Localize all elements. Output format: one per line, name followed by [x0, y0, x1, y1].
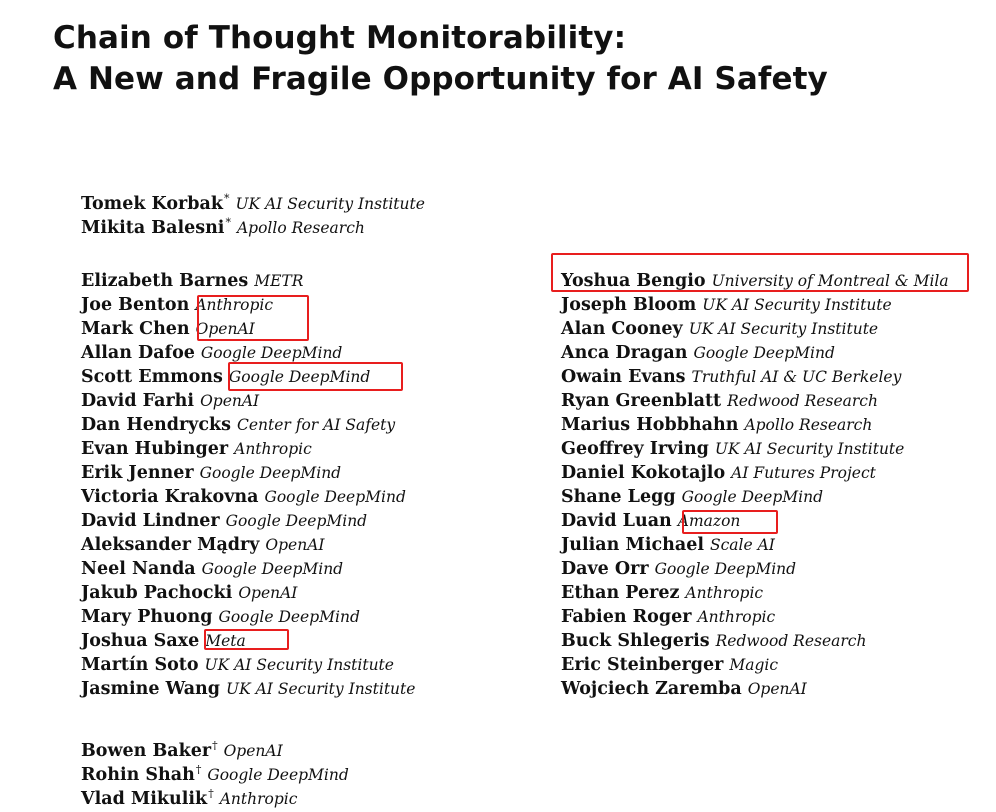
- author-affiliation: UK AI Security Institute: [204, 656, 394, 674]
- author-entry: [561, 653, 949, 677]
- author-entry: [561, 533, 949, 557]
- author-entry: [81, 782, 349, 809]
- author-entry: [561, 341, 949, 365]
- author-affiliation: Meta: [205, 632, 246, 650]
- author-name: Ethan Perez: [561, 583, 680, 603]
- author-name: Marius Hobbhahn: [561, 415, 739, 435]
- author-affiliation: Anthropic: [219, 790, 298, 808]
- author-name: Ryan Greenblatt: [561, 391, 722, 411]
- author-affiliation: Apollo Research: [236, 219, 365, 237]
- author-affiliation: UK AI Security Institute: [235, 195, 425, 213]
- author-name: Bowen Baker: [81, 741, 212, 761]
- author-name: Scott Emmons: [81, 367, 223, 387]
- author-entry: [561, 365, 949, 389]
- author-name: Joe Benton: [81, 295, 190, 315]
- paper-title: [53, 18, 828, 100]
- lead-authors-list: [81, 187, 425, 238]
- author-name: Jakub Pachocki: [81, 583, 233, 603]
- author-entry: [561, 269, 949, 293]
- author-name: David Farhi: [81, 391, 195, 411]
- author-affiliation: Apollo Research: [744, 416, 873, 434]
- author-affiliation: UK AI Security Institute: [714, 440, 905, 458]
- author-name: Fabien Roger: [561, 607, 692, 627]
- author-entry: [81, 389, 415, 413]
- author-entry: [81, 605, 415, 629]
- author-entry: [81, 533, 415, 557]
- author-affiliation: Anthropic: [685, 584, 764, 602]
- author-mark: *: [225, 216, 231, 229]
- author-entry: [81, 677, 415, 701]
- author-name: Mary Phuong: [81, 607, 213, 627]
- author-affiliation: Google DeepMind: [199, 464, 342, 482]
- author-name: Martín Soto: [81, 655, 199, 675]
- author-entry: [81, 758, 349, 785]
- author-affiliation: Truthful AI & UC Berkeley: [691, 368, 902, 386]
- author-affiliation: AI Futures Project: [731, 464, 876, 482]
- authors-left-list: [81, 269, 415, 701]
- author-affiliation: Google DeepMind: [218, 608, 360, 626]
- author-name: Allan Dafoe: [81, 343, 195, 363]
- author-entry: [81, 581, 415, 605]
- author-entry: [81, 413, 415, 437]
- author-entry: [81, 461, 415, 485]
- author-entry: [561, 557, 949, 581]
- author-affiliation: UK AI Security Institute: [226, 680, 416, 698]
- author-affiliation: Magic: [729, 656, 779, 674]
- author-affiliation: Redwood Research: [715, 632, 867, 650]
- author-entry: [561, 437, 949, 461]
- author-name: Shane Legg: [561, 487, 676, 507]
- author-entry: [81, 211, 425, 238]
- author-entry: [561, 317, 949, 341]
- author-entry: [561, 485, 949, 509]
- author-affiliation: Google DeepMind: [228, 368, 371, 386]
- author-affiliation: OpenAI: [747, 680, 807, 698]
- author-name: David Luan: [561, 511, 672, 531]
- author-entry: [81, 629, 415, 653]
- author-name: Anca Dragan: [561, 343, 688, 363]
- author-entry: [81, 187, 425, 214]
- author-name: Joseph Bloom: [561, 295, 697, 315]
- author-entry: [561, 605, 949, 629]
- author-affiliation: OpenAI: [265, 536, 325, 554]
- author-name: Yoshua Bengio: [561, 271, 706, 291]
- author-entry: [81, 365, 415, 389]
- author-affiliation: Google DeepMind: [200, 344, 343, 362]
- author-entry: [81, 734, 349, 761]
- author-affiliation: Google DeepMind: [201, 560, 344, 578]
- author-name: Vlad Mikulik: [81, 789, 208, 809]
- author-mark: †: [208, 787, 214, 800]
- author-entry: [81, 341, 415, 365]
- author-entry: [81, 437, 415, 461]
- author-entry: [561, 293, 949, 317]
- author-entry: [561, 509, 949, 533]
- title-line-1: Chain of Thought Monitorability:: [53, 20, 627, 56]
- author-name: Elizabeth Barnes: [81, 271, 249, 291]
- author-affiliation: University of Montreal & Mila: [711, 272, 949, 290]
- author-entry: [81, 485, 415, 509]
- author-affiliation: OpenAI: [195, 320, 255, 338]
- author-mark: *: [223, 192, 230, 205]
- author-name: Eric Steinberger: [561, 655, 724, 675]
- author-name: Joshua Saxe: [81, 631, 200, 651]
- author-name: Alan Cooney: [561, 319, 683, 339]
- author-name: Daniel Kokotajlo: [561, 463, 726, 483]
- author-affiliation: Center for AI Safety: [236, 416, 396, 434]
- author-affiliation: Google DeepMind: [264, 488, 406, 506]
- author-name: Erik Jenner: [81, 463, 194, 483]
- author-affiliation: METR: [254, 272, 304, 290]
- author-affiliation: OpenAI: [223, 742, 283, 760]
- author-entry: [81, 509, 415, 533]
- author-name: Mark Chen: [81, 319, 190, 339]
- author-affiliation: Amazon: [677, 512, 741, 530]
- author-entry: [81, 293, 415, 317]
- author-entry: [81, 653, 415, 677]
- author-name: Julian Michael: [561, 535, 704, 555]
- author-affiliation: Anthropic: [234, 440, 312, 458]
- author-affiliation: Redwood Research: [727, 392, 878, 410]
- author-name: Evan Hubinger: [81, 439, 229, 459]
- author-name: Buck Shlegeris: [561, 631, 710, 651]
- title-line-2: A New and Fragile Opportunity for AI Safety: [53, 61, 828, 97]
- author-name: Wojciech Zaremba: [561, 679, 742, 699]
- senior-authors-list: [81, 734, 349, 809]
- author-entry: [81, 317, 415, 341]
- author-entry: [561, 389, 949, 413]
- author-name: David Lindner: [81, 511, 220, 531]
- author-name: Tomek Korbak: [81, 194, 223, 214]
- author-name: Geoffrey Irving: [561, 439, 709, 459]
- author-name: Aleksander Mądry: [81, 535, 260, 555]
- author-affiliation: Google DeepMind: [207, 766, 349, 784]
- author-affiliation: Google DeepMind: [693, 344, 835, 362]
- author-affiliation: Google DeepMind: [681, 488, 824, 506]
- author-entry: [81, 557, 415, 581]
- author-name: Jasmine Wang: [81, 679, 221, 699]
- author-entry: [81, 269, 415, 293]
- author-mark: †: [212, 739, 218, 752]
- author-affiliation: Scale AI: [709, 536, 775, 554]
- author-affiliation: Google DeepMind: [225, 512, 368, 530]
- author-affiliation: Google DeepMind: [654, 560, 797, 578]
- author-name: Mikita Balesni: [81, 218, 225, 238]
- author-affiliation: OpenAI: [238, 584, 298, 602]
- author-mark: †: [195, 763, 202, 776]
- author-affiliation: UK AI Security Institute: [702, 296, 892, 314]
- author-name: Rohin Shah: [81, 765, 195, 785]
- author-entry: [561, 461, 949, 485]
- author-affiliation: Anthropic: [195, 296, 274, 314]
- author-name: Dave Orr: [561, 559, 649, 579]
- authors-right-list: [561, 269, 949, 701]
- author-affiliation: OpenAI: [200, 392, 260, 410]
- author-name: Victoria Krakovna: [81, 487, 259, 507]
- author-entry: [561, 629, 949, 653]
- author-name: Owain Evans: [561, 367, 686, 387]
- author-entry: [561, 413, 949, 437]
- author-affiliation: Anthropic: [697, 608, 776, 626]
- author-entry: [561, 677, 949, 701]
- author-entry: [561, 581, 949, 605]
- author-affiliation: UK AI Security Institute: [688, 320, 879, 338]
- author-name: Neel Nanda: [81, 559, 196, 579]
- author-name: Dan Hendrycks: [81, 415, 231, 435]
